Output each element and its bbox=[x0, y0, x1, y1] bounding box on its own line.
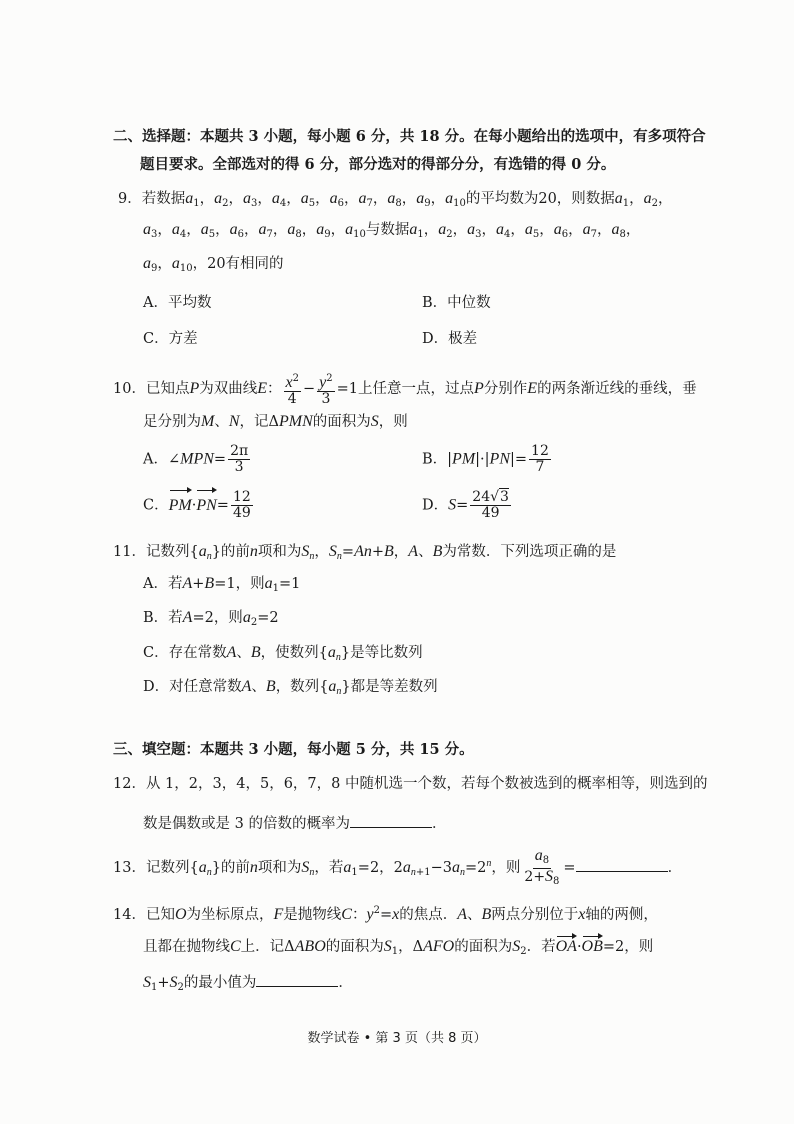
q12-line1 bbox=[113, 774, 707, 794]
q11-opt-text: D．对任意常数 bbox=[143, 679, 242, 695]
q9-line3: $a_9$，$a_{10}$，20有相同的 bbox=[143, 255, 284, 274]
q13-text: 记数列 bbox=[145, 860, 190, 876]
q14-number: 14． bbox=[113, 907, 146, 923]
q14-text: 是抛物线 bbox=[283, 907, 342, 923]
q14-text: 的面积为 bbox=[325, 939, 384, 955]
q14-text: 已知 bbox=[145, 907, 175, 923]
q10-option-a: A．∠MPN= $\frac{2\pi}{3}$ bbox=[143, 443, 249, 475]
q10-text: 、 bbox=[214, 414, 229, 430]
q11-opt-text: ，则 bbox=[213, 610, 243, 626]
q11-stem: 11．记数列$\{a_n\}$的前n项和为$S_n$，$S_n=An+B$，A、B为常数．下列选项正确的是 bbox=[113, 543, 617, 562]
q10-text: ，记 bbox=[239, 414, 269, 430]
q12-line2: 数是偶数或是 3 的倍数的概率为 ． bbox=[143, 813, 446, 834]
q9-number: 9． bbox=[118, 191, 142, 207]
q10-opt-b-frac: $\frac{12}{7}$ bbox=[531, 443, 549, 475]
q10-text: 的面积为 bbox=[312, 414, 371, 430]
q10-text: 已知点 bbox=[145, 381, 190, 397]
q9-stem-mid: 的平均数为20，则数据 bbox=[465, 191, 615, 207]
q11-text: 项和为 bbox=[257, 544, 302, 560]
q11-opt-text: ，数列 bbox=[275, 679, 320, 695]
q13-text: 的前 bbox=[220, 860, 250, 876]
q10-text: 分别作 bbox=[483, 381, 528, 397]
q14-text: ，则 bbox=[624, 939, 654, 955]
q10-opt-label: A． bbox=[143, 451, 168, 468]
q11-opt-text: ，使数列 bbox=[260, 645, 319, 661]
q9-line2: $a_3$，$a_4$，$a_5$，$a_6$，$a_7$，$a_8$，$a_9$，$a_{10}$与数据$a_1$，$a_2$，$a_3$，$a_4$，$a_5$，$a_6$，$a_7$，$a_8$， bbox=[143, 221, 641, 240]
q11-opt-text: B．若 bbox=[143, 610, 183, 626]
section2-header-line1: 二、选择题：本题共 3 小题，每小题 6 分，共 18 分。在每小题给出的选项中，有多项符合 bbox=[113, 128, 706, 145]
section2-header-line2: 题目要求。全部选对的得 6 分，部分选对的得部分分，有选错的得 0 分。 bbox=[140, 156, 616, 173]
q11-text: 为常数．下列选项正确的是 bbox=[442, 544, 617, 560]
q9-option-d: D．极差 bbox=[422, 331, 478, 347]
q14-line3: $S_1+S_2$的最小值为 ． bbox=[143, 974, 353, 993]
q10-text: 的两条渐近线的垂线，垂 bbox=[537, 381, 697, 397]
q10-text: 为双曲线 bbox=[199, 381, 258, 397]
q10-text: 足分别为 bbox=[143, 414, 201, 430]
q14-text: ， bbox=[398, 939, 413, 955]
q13-number: 13． bbox=[113, 860, 146, 876]
q14-text: 的面积为 bbox=[454, 939, 513, 955]
q12-answer-blank[interactable] bbox=[350, 813, 432, 828]
q12-number: 12． bbox=[113, 776, 146, 792]
q10-frac-y: $\frac{y^2}{3}$ bbox=[319, 373, 333, 407]
q14-text: 的焦点． bbox=[399, 907, 458, 923]
q10-line1: 10．已知点P为双曲线E： $\frac{x^2}{4}$ − $\frac{y^2}{3}$ =1上任意一点，过点P分别作E的两条渐近线的垂线，垂 bbox=[113, 373, 697, 407]
q11-opt-text: C．存在常数 bbox=[143, 645, 227, 661]
q10-text: 上任意一点，过点 bbox=[358, 381, 475, 397]
q9-option-b: B．中位数 bbox=[422, 295, 491, 311]
q13-answer-blank[interactable] bbox=[576, 857, 668, 872]
q9-stem-end: ，20有相同的 bbox=[192, 256, 284, 272]
q10-opt-d-frac: $\frac{24√3}{49}$ bbox=[472, 489, 509, 521]
q11-opt-text: 都是等差数列 bbox=[350, 679, 438, 695]
q10-opt-label: C． bbox=[143, 497, 169, 514]
q14-text: ．若 bbox=[526, 939, 556, 955]
q14-text: 两点分别位于 bbox=[491, 907, 579, 923]
q11-opt-text: ，则 bbox=[235, 576, 265, 592]
q11-option-b: B．若A=2，则$a_2=2$ bbox=[143, 609, 279, 628]
q14-answer-blank[interactable] bbox=[256, 972, 338, 987]
q10-opt-label: B． bbox=[422, 451, 448, 468]
q14-text: 为坐标原点， bbox=[186, 907, 274, 923]
q10-frac-x: $\frac{x^2}{4}$ bbox=[285, 373, 299, 407]
q10-number: 10． bbox=[113, 381, 146, 397]
q12-text: 数是偶数或是 3 的倍数的概率为 bbox=[143, 816, 350, 832]
q10-line2: 足分别为M、N，记ΔPMN的面积为S，则 bbox=[143, 413, 408, 430]
q10-option-b: B．|PM|·|PN|= $\frac{12}{7}$ bbox=[422, 443, 549, 475]
q11-opt-text: A．若 bbox=[143, 576, 183, 592]
q11-number: 11． bbox=[113, 544, 146, 560]
q11-text: 的前 bbox=[220, 544, 250, 560]
q10-option-c: C．PM·PN= $\frac{12}{49}$ bbox=[143, 489, 251, 521]
q10-text: ，则 bbox=[378, 414, 408, 430]
page-footer: 数学试卷 • 第 3 页（共 8 页） bbox=[307, 1031, 487, 1046]
q11-opt-text: 是等比数列 bbox=[350, 645, 423, 661]
q9-stem-intro: 若数据 bbox=[141, 191, 186, 207]
q13-text: 项和为 bbox=[257, 860, 302, 876]
q13-frac: $\frac{a_8}{2+S_8}$ bbox=[524, 846, 560, 887]
q10-option-d: D．S= $\frac{24√3}{49}$ bbox=[422, 489, 509, 521]
q9-stem-with: 与数据 bbox=[365, 222, 410, 238]
q9-option-a: A．平均数 bbox=[143, 295, 212, 311]
q14-line1: 14．已知O为坐标原点，F是抛物线C：$y^2=x$的焦点．A、B两点分别位于x轴的两侧， bbox=[113, 905, 658, 923]
q12-text: 从 1，2，3，4，5，6，7，8 中随机选一个数，若每个数被选到的概率相等，则选到的 bbox=[145, 776, 708, 792]
q11-option-c: C．存在常数A、B，使数列$\{a_n\}$是等比数列 bbox=[143, 644, 423, 663]
q10-opt-c-frac: $\frac{12}{49}$ bbox=[232, 489, 251, 521]
q10-opt-a-frac: $\frac{2\pi}{3}$ bbox=[230, 443, 249, 475]
q14-text: 上．记 bbox=[240, 939, 285, 955]
q14-line2: 且都在抛物线C上．记ΔABO的面积为$S_1$，ΔAFO的面积为$S_2$．若OA·OB=2，则 bbox=[143, 938, 654, 957]
q13-text: ，则 bbox=[491, 860, 521, 876]
q13-line: 13．记数列$\{a_n\}$的前n项和为$S_n$，若$a_1=2$，$2a_{n+1}-3a_n=2^n$，则 $\frac{a_8}{2+S_8}$ = ． bbox=[113, 846, 683, 887]
q9-line1: 9．若数据$a_1$，$a_2$，$a_3$，$a_4$，$a_5$，$a_6$，$a_7$，$a_8$，$a_9$，$a_{10}$的平均数为20，则数据$a_1$，$a_2$， bbox=[118, 190, 673, 209]
q14-text: 轴的两侧， bbox=[585, 907, 658, 923]
section3-header: 三、填空题：本题共 3 小题，每小题 5 分，共 15 分。 bbox=[113, 741, 474, 758]
q10-opt-label: D． bbox=[422, 497, 449, 514]
q11-option-d: D．对任意常数A、B，数列$\{a_n\}$都是等差数列 bbox=[143, 678, 438, 697]
q11-text: 记数列 bbox=[145, 544, 190, 560]
q13-text: ，若 bbox=[314, 860, 344, 876]
q14-text: 的最小值为 bbox=[183, 975, 257, 991]
q11-option-a: A．若A+B=1，则$a_1=1$ bbox=[143, 575, 301, 594]
q14-text: 且都在抛物线 bbox=[143, 939, 230, 955]
q9-option-c: C．方差 bbox=[143, 331, 198, 347]
